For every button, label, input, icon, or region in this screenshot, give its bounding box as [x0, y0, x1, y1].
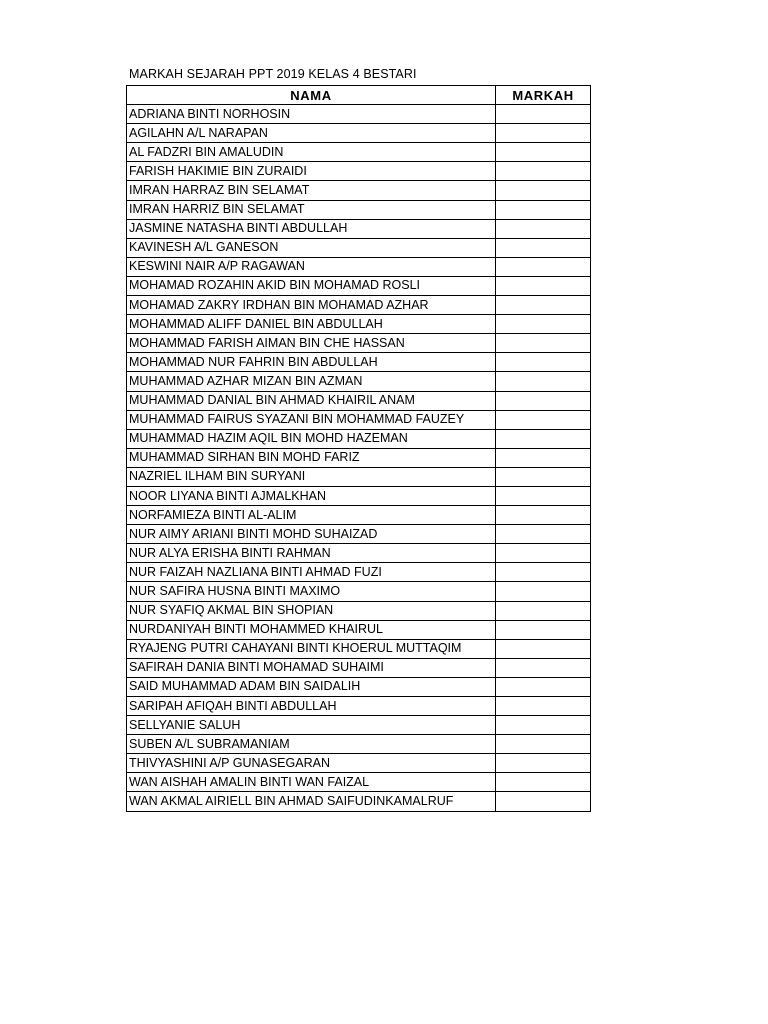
mark-cell[interactable] — [496, 563, 591, 582]
table-row — [127, 563, 591, 582]
table-row — [127, 467, 591, 486]
mark-cell[interactable] — [496, 792, 591, 811]
table-row — [127, 697, 591, 716]
name-cell[interactable]: IMRAN HARRAZ BIN SELAMAT — [127, 181, 496, 200]
mark-cell[interactable] — [496, 296, 591, 315]
name-cell[interactable]: MOHAMAD ROZAHIN AKID BIN MOHAMAD ROSLI — [127, 276, 496, 295]
name-cell[interactable]: SELLYANIE SALUH — [127, 716, 496, 735]
name-cell[interactable]: MUHAMMAD HAZIM AQIL BIN MOHD HAZEMAN — [127, 429, 496, 448]
name-cell[interactable]: MOHAMMAD FARISH AIMAN BIN CHE HASSAN — [127, 334, 496, 353]
name-cell[interactable]: MOHAMMAD NUR FAHRIN BIN ABDULLAH — [127, 353, 496, 372]
mark-cell[interactable] — [496, 124, 591, 143]
name-cell[interactable]: NORFAMIEZA BINTI AL-ALIM — [127, 506, 496, 525]
table-row — [127, 620, 591, 639]
name-cell[interactable]: NURDANIYAH BINTI MOHAMMED KHAIRUL — [127, 620, 496, 639]
mark-cell[interactable] — [496, 181, 591, 200]
mark-cell[interactable] — [496, 486, 591, 505]
mark-cell[interactable] — [496, 200, 591, 219]
name-cell[interactable]: NAZRIEL ILHAM BIN SURYANI — [127, 467, 496, 486]
header-nama[interactable]: NAMA — [127, 86, 496, 105]
mark-cell[interactable] — [496, 219, 591, 238]
mark-cell[interactable] — [496, 525, 591, 544]
name-cell[interactable]: SAFIRAH DANIA BINTI MOHAMAD SUHAIMI — [127, 658, 496, 677]
table-row — [127, 296, 591, 315]
marks-table — [126, 85, 591, 812]
mark-cell[interactable] — [496, 658, 591, 677]
sheet-title: MARKAH SEJARAH PPT 2019 KELAS 4 BESTARI — [129, 67, 417, 81]
name-cell[interactable]: AL FADZRI BIN AMALUDIN — [127, 143, 496, 162]
name-cell[interactable]: JASMINE NATASHA BINTI ABDULLAH — [127, 219, 496, 238]
table-row — [127, 162, 591, 181]
table-row — [127, 429, 591, 448]
header-row — [127, 86, 591, 105]
table-row — [127, 143, 591, 162]
name-cell[interactable]: MUHAMMAD DANIAL BIN AHMAD KHAIRIL ANAM — [127, 391, 496, 410]
mark-cell[interactable] — [496, 467, 591, 486]
name-cell[interactable]: NUR FAIZAH NAZLIANA BINTI AHMAD FUZI — [127, 563, 496, 582]
table-row — [127, 353, 591, 372]
table-row — [127, 716, 591, 735]
name-cell[interactable]: MUHAMMAD AZHAR MIZAN BIN AZMAN — [127, 372, 496, 391]
mark-cell[interactable] — [496, 162, 591, 181]
table-row — [127, 219, 591, 238]
name-cell[interactable]: SUBEN A/L SUBRAMANIAM — [127, 735, 496, 754]
mark-cell[interactable] — [496, 353, 591, 372]
table-row — [127, 410, 591, 429]
table-row — [127, 238, 591, 257]
mark-cell[interactable] — [496, 754, 591, 773]
table-row — [127, 105, 591, 124]
table-row — [127, 677, 591, 696]
name-cell[interactable]: KESWINI NAIR A/P RAGAWAN — [127, 257, 496, 276]
name-cell[interactable]: MUHAMMAD SIRHAN BIN MOHD FARIZ — [127, 448, 496, 467]
name-cell[interactable]: WAN AISHAH AMALIN BINTI WAN FAIZAL — [127, 773, 496, 792]
table-row — [127, 544, 591, 563]
table-row — [127, 486, 591, 505]
table-row — [127, 773, 591, 792]
name-cell[interactable]: SAID MUHAMMAD ADAM BIN SAIDALIH — [127, 677, 496, 696]
name-cell[interactable]: AGILAHN A/L NARAPAN — [127, 124, 496, 143]
mark-cell[interactable] — [496, 582, 591, 601]
table-row — [127, 372, 591, 391]
name-cell[interactable]: MUHAMMAD FAIRUS SYAZANI BIN MOHAMMAD FAUZEY — [127, 410, 496, 429]
table-body — [127, 105, 591, 811]
table-row — [127, 257, 591, 276]
mark-cell[interactable] — [496, 620, 591, 639]
name-cell[interactable]: KAVINESH A/L GANESON — [127, 238, 496, 257]
mark-cell[interactable] — [496, 697, 591, 716]
name-cell[interactable]: THIVYASHINI A/P GUNASEGARAN — [127, 754, 496, 773]
name-cell[interactable]: NOOR LIYANA BINTI AJMALKHAN — [127, 486, 496, 505]
table-row — [127, 448, 591, 467]
table-row — [127, 525, 591, 544]
table-row — [127, 391, 591, 410]
mark-cell[interactable] — [496, 257, 591, 276]
mark-cell[interactable] — [496, 143, 591, 162]
name-cell[interactable]: FARISH HAKIMIE BIN ZURAIDI — [127, 162, 496, 181]
table-row — [127, 181, 591, 200]
mark-cell[interactable] — [496, 735, 591, 754]
name-cell[interactable]: WAN AKMAL AIRIELL BIN AHMAD SAIFUDINKAMALRUF — [127, 792, 496, 811]
table-row — [127, 276, 591, 295]
mark-cell[interactable] — [496, 544, 591, 563]
table-row — [127, 601, 591, 620]
name-cell[interactable]: NUR ALYA ERISHA BINTI RAHMAN — [127, 544, 496, 563]
table-row — [127, 124, 591, 143]
name-cell[interactable]: SARIPAH AFIQAH BINTI ABDULLAH — [127, 697, 496, 716]
name-cell[interactable]: MOHAMMAD ALIFF DANIEL BIN ABDULLAH — [127, 315, 496, 334]
mark-cell[interactable] — [496, 105, 591, 124]
table-row — [127, 200, 591, 219]
mark-cell[interactable] — [496, 238, 591, 257]
mark-cell[interactable] — [496, 410, 591, 429]
mark-cell[interactable] — [496, 429, 591, 448]
header-markah[interactable]: MARKAH — [496, 86, 591, 105]
name-cell[interactable]: NUR SYAFIQ AKMAL BIN SHOPIAN — [127, 601, 496, 620]
mark-cell[interactable] — [496, 506, 591, 525]
mark-cell[interactable] — [496, 391, 591, 410]
table-row — [127, 582, 591, 601]
table-row — [127, 639, 591, 658]
table-row — [127, 658, 591, 677]
table-row — [127, 334, 591, 353]
name-cell[interactable]: NUR SAFIRA HUSNA BINTI MAXIMO — [127, 582, 496, 601]
mark-cell[interactable] — [496, 677, 591, 696]
mark-cell[interactable] — [496, 639, 591, 658]
table-row — [127, 735, 591, 754]
name-cell[interactable]: NUR AIMY ARIANI BINTI MOHD SUHAIZAD — [127, 525, 496, 544]
name-cell[interactable]: IMRAN HARRIZ BIN SELAMAT — [127, 200, 496, 219]
mark-cell[interactable] — [496, 448, 591, 467]
name-cell[interactable]: ADRIANA BINTI NORHOSIN — [127, 105, 496, 124]
mark-cell[interactable] — [496, 334, 591, 353]
table-row — [127, 754, 591, 773]
name-cell[interactable]: RYAJENG PUTRI CAHAYANI BINTI KHOERUL MUTTAQIM — [127, 639, 496, 658]
table-row — [127, 792, 591, 811]
mark-cell[interactable] — [496, 773, 591, 792]
mark-cell[interactable] — [496, 601, 591, 620]
table-row — [127, 506, 591, 525]
table-row — [127, 315, 591, 334]
name-cell[interactable]: MOHAMAD ZAKRY IRDHAN BIN MOHAMAD AZHAR — [127, 296, 496, 315]
mark-cell[interactable] — [496, 276, 591, 295]
mark-cell[interactable] — [496, 315, 591, 334]
mark-cell[interactable] — [496, 716, 591, 735]
mark-cell[interactable] — [496, 372, 591, 391]
